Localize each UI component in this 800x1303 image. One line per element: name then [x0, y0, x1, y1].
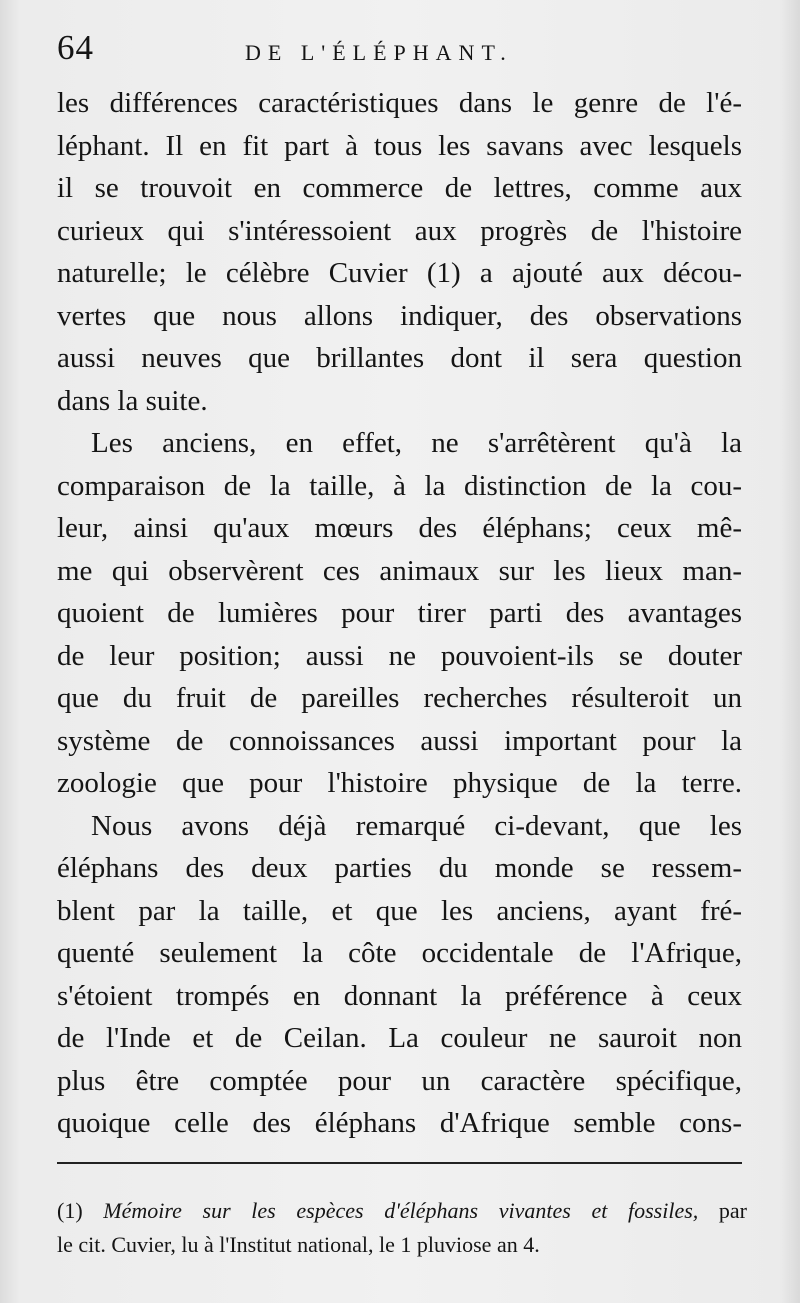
text-line: curieux qui s'intéressoient aux progrès de l'histoire	[57, 214, 742, 247]
text-line: de leur position; aussi ne pouvoient-ils se douter	[57, 639, 742, 672]
text-line: dans la suite.	[57, 384, 208, 417]
text-line: naturelle; le célèbre Cuvier (1) a ajouté aux décou-	[57, 257, 742, 289]
text-line: quenté seulement la côte occidentale de l'Afrique,	[57, 937, 742, 969]
text-line: s'étoient trompés en donnant la préférence à ceux	[57, 979, 742, 1012]
text-line: quoique celle des éléphans d'Afrique semble cons-	[57, 1107, 742, 1139]
text-line: système de connoissances aussi important pour la	[57, 724, 742, 757]
text-line: Les anciens, en effet, ne s'arrêtèrent qu'à la	[91, 427, 742, 459]
text-line: que du fruit de pareilles recherches résulteroit un	[57, 682, 742, 714]
footnote-title: Mémoire sur les espèces d'éléphans vivantes et fossiles,	[103, 1198, 699, 1223]
text-line: de l'Inde et de Ceilan. La couleur ne sauroit non	[57, 1022, 742, 1054]
text-line: les différences caractéristiques dans le genre de l'é-	[57, 87, 742, 119]
text-line: éléphans des deux parties du monde se ressem-	[57, 852, 742, 884]
footnote-line: le cit. Cuvier, lu à l'Institut national, le 1 pluviose an 4.	[57, 1232, 540, 1257]
text-line: me qui observèrent ces animaux sur les lieux man-	[57, 554, 742, 587]
page-number: 64	[57, 28, 94, 67]
footnote	[57, 1194, 747, 1262]
text-line: blent par la taille, et que les anciens, ayant fré-	[57, 894, 742, 927]
footnote-rule	[57, 1162, 742, 1164]
text-line: quoient de lumières pour tirer parti des avantages	[57, 597, 742, 629]
main-text	[57, 82, 742, 1145]
text-line: comparaison de la taille, à la distinction de la cou-	[57, 469, 742, 502]
text-line: plus être comptée pour un caractère spécifique,	[57, 1064, 742, 1097]
footnote-line	[57, 1194, 747, 1228]
footnote-marker: (1)	[57, 1198, 83, 1223]
running-head: DE L'ÉLÉPHANT.	[245, 40, 513, 65]
text-line: vertes que nous allons indiquer, des observations	[57, 299, 742, 332]
text-line: il se trouvoit en commerce de lettres, comme aux	[57, 172, 742, 204]
text-line: zoologie que pour l'histoire physique de la terre.	[57, 767, 742, 799]
text-line: léphant. Il en fit part à tous les savans avec lesquels	[57, 129, 742, 162]
text-line: leur, ainsi qu'aux mœurs des éléphans; ceux mê-	[57, 512, 742, 544]
text-line: Nous avons déjà remarqué ci-devant, que les	[91, 809, 742, 842]
text-line: aussi neuves que brillantes dont il sera question	[57, 342, 742, 374]
footnote-line1-rest: par	[718, 1198, 747, 1223]
page-header	[57, 28, 760, 78]
